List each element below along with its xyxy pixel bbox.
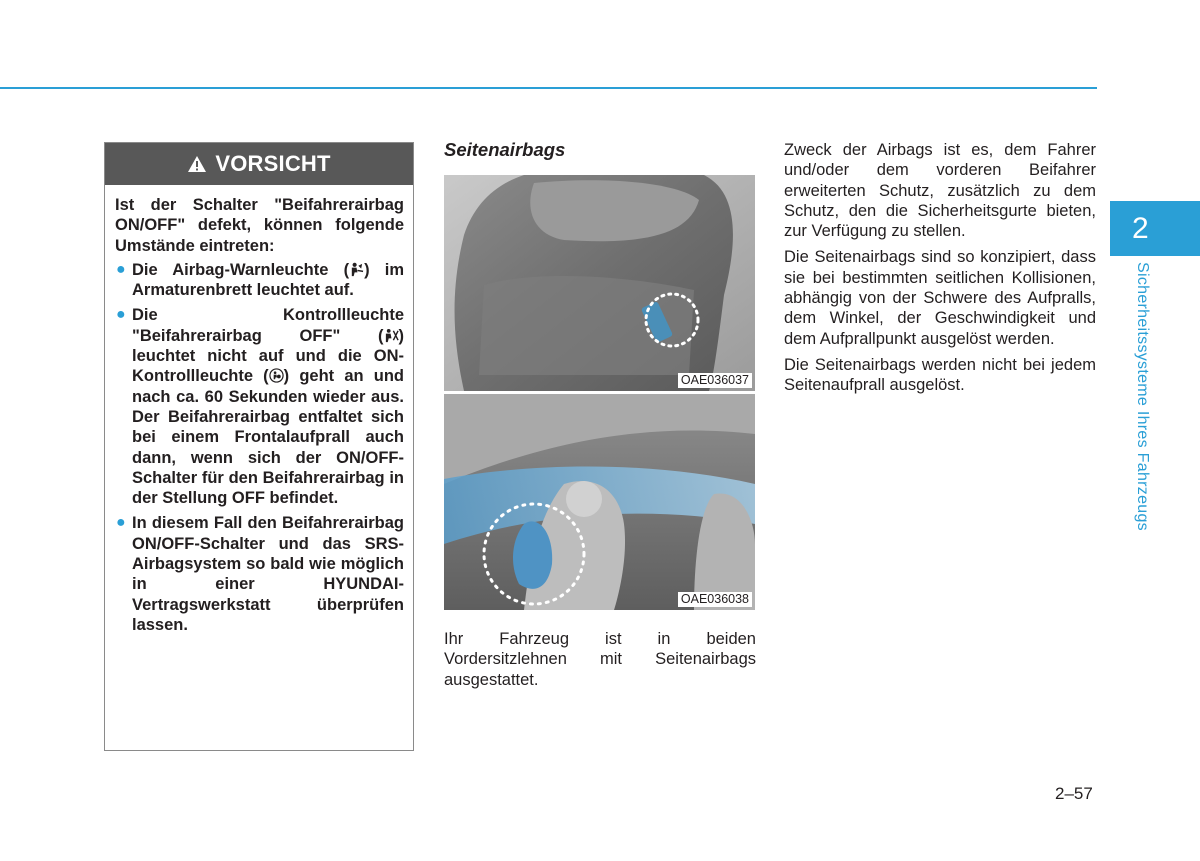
chapter-title: Sicherheitssysteme Ihres Fahrzeugs	[1134, 262, 1151, 531]
passenger-airbag-off-icon	[384, 328, 399, 343]
caution-item	[115, 305, 404, 508]
caution-list	[115, 260, 404, 635]
bullet-icon: ●	[116, 306, 126, 324]
caution-item-text: Die Airbag-Warnleuchte (	[132, 260, 350, 279]
caution-item-text: ) geht an und nach ca. 60 Sekunden wieder aus. Der Beifahrerairbag entfaltet sich bei einem Frontalaufprall auch dann, wenn sich der ON/OFF-Schalter für den Beifahrerairbag in der Stellung OFF befindet.	[132, 367, 404, 508]
caution-title: VORSICHT	[215, 151, 331, 176]
passenger-airbag-on-icon	[269, 368, 284, 383]
caution-intro: Ist der Schalter "Beifahrerairbag ON/OFF" defekt, können folgende Umstände eintreten:	[115, 196, 404, 255]
header-rule	[0, 87, 1097, 89]
chapter-number: 2	[1132, 211, 1149, 245]
chapter-tab	[1110, 201, 1200, 256]
caution-item	[115, 513, 404, 635]
paragraph: Zweck der Airbags ist es, dem Fahrer und/oder dem vorderen Beifahrer erweiterten Schutz, zusätzlich zu dem Schutz, den die Sicherheitsgurte bieten, zur Verfügung zu stellen.	[784, 141, 1096, 241]
side-airbag-deployment-illustration	[444, 394, 755, 610]
image-caption: Ihr Fahrzeug ist in beiden Vordersitzlehnen mit Seitenairbags ausgestattet.	[444, 630, 756, 689]
warning-triangle-icon	[187, 155, 207, 173]
caution-item-text: In diesem Fall den Beifahrerairbag ON/OFF-Schalter und das SRS-Airbagsystem so bald wie möglich in einer HYUNDAI-Vertragswerkstatt überprüfen lassen.	[132, 514, 404, 634]
airbag-warning-icon	[349, 262, 364, 277]
caution-body	[105, 185, 413, 635]
page-number: 2–57	[1055, 784, 1093, 803]
caution-item-text: ) leuchtet nicht auf und die ON-Kontrollleuchte (	[132, 326, 404, 386]
caution-header	[105, 143, 413, 185]
caution-item-text: ) im Armaturenbrett leuchtet auf.	[132, 260, 404, 300]
body-text	[784, 140, 1096, 402]
section-title: Seitenairbags	[444, 139, 566, 160]
image-code: OAE036037	[678, 373, 752, 388]
paragraph: Die Seitenairbags werden nicht bei jedem Seitenaufprall ausgelöst.	[784, 355, 1096, 395]
bullet-icon: ●	[116, 260, 126, 278]
caution-box	[104, 142, 414, 751]
seat-side-airbag-illustration	[444, 175, 755, 391]
cabin-illustration	[444, 394, 755, 610]
caution-item	[115, 260, 404, 301]
image-code: OAE036038	[678, 592, 752, 607]
seat-illustration	[444, 175, 755, 391]
bullet-icon: ●	[116, 514, 126, 532]
paragraph: Die Seitenairbags sind so konzipiert, dass sie bei bestimmten seitlichen Kollisionen, abhängig von der Schwere des Aufpralls, dem Winkel, der Geschwindigkeit und dem Aufprallpunkt ausgelöst werden.	[784, 248, 1096, 348]
caution-item-text: Die Kontrollleuchte "Beifahrerairbag OFF" (	[132, 306, 404, 345]
